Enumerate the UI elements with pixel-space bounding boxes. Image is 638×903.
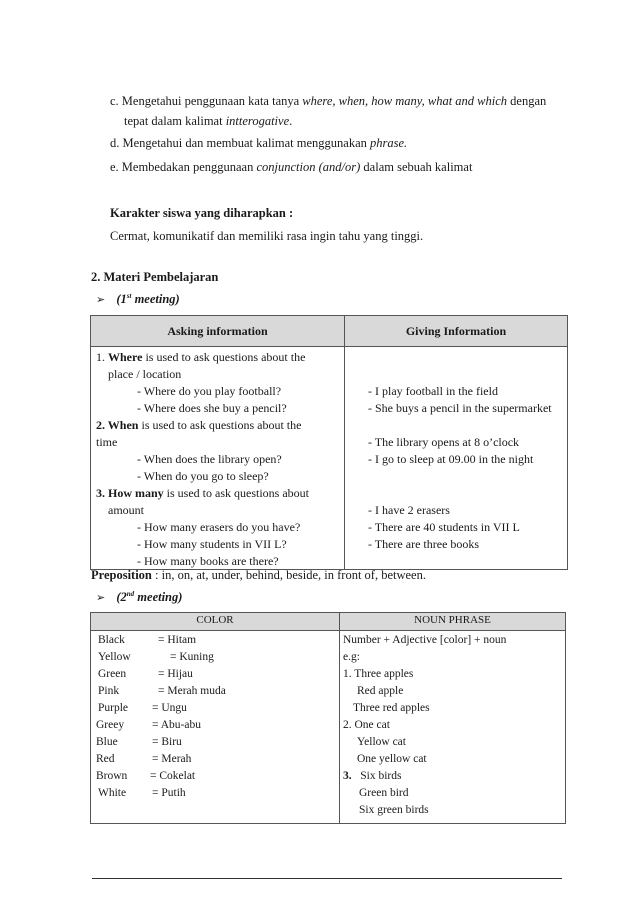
giving-where-1: - I play football in the field [368, 384, 498, 398]
meeting2-close: meeting) [134, 590, 183, 605]
karakter-heading [110, 206, 293, 221]
color-english: Blue [96, 736, 118, 748]
karakter-text: Cermat, komunikatif dan memiliki rasa ingin tahu yang tinggi. [110, 229, 424, 243]
howmany-desc: is used to ask questions about [163, 486, 309, 500]
objective-e-italic: conjunction (and/or) [256, 160, 361, 174]
asking-howmany-line [96, 486, 309, 501]
objective-d [110, 136, 407, 151]
objective-d-italic: phrase. [370, 136, 408, 150]
phrase-ex3-num: 3. [343, 770, 352, 782]
preposition-text: : in, on, at, under, behind, beside, in front of, between. [151, 568, 426, 582]
objective-c-line2-suffix: . [289, 114, 293, 128]
objective-c-italic: where, when, how many, what and which [302, 94, 508, 108]
color-indonesian: = Putih [152, 787, 186, 799]
when-desc: is used to ask questions about the [138, 418, 302, 432]
color-english: Greey [96, 719, 125, 731]
color-english: Brown [96, 770, 128, 782]
phrase-ex3-b: Six green birds [359, 804, 429, 816]
meeting2-sup: nd [126, 590, 135, 598]
materi-heading [91, 270, 218, 285]
color-english: Green [98, 668, 127, 680]
arrow-bullet-icon: ➢ [96, 591, 106, 605]
giving-where-2: - She buys a pencil in the supermarket [368, 401, 552, 415]
objective-c-suffix: dengan [507, 94, 547, 108]
color-indonesian: = Hitam [158, 634, 197, 646]
meeting2-label [96, 590, 182, 605]
asking-when-line [96, 418, 301, 433]
phrase-ex3-a: Green bird [359, 787, 409, 799]
where-keyword: Where [108, 350, 143, 364]
color-indonesian: = Hijau [158, 668, 193, 680]
color-english: White [98, 787, 127, 799]
color-header: COLOR [91, 613, 340, 631]
noun-phrase-header: NOUN PHRASE [340, 613, 566, 631]
phrase-formula: Number + Adjective [color] + noun [343, 634, 507, 646]
color-english: Black [98, 634, 125, 646]
objective-e [110, 160, 472, 175]
phrase-ex1-b: Three red apples [353, 702, 430, 714]
giving-cell [345, 347, 568, 570]
objective-c-line2-text: tepat dalam kalimat [124, 114, 226, 128]
howmany-example-1: - How many erasers do you have? [137, 520, 301, 534]
where-example-2: - Where does she buy a pencil? [137, 401, 287, 415]
color-indonesian: = Abu-abu [152, 719, 201, 731]
giving-howmany-1: - I have 2 erasers [368, 503, 450, 517]
phrase-ex3-text: Six birds [351, 770, 402, 782]
num-1: 1. [96, 350, 108, 364]
howmany-keyword: 3. How many [96, 486, 164, 500]
asking-giving-table [90, 315, 568, 570]
objective-c-text: c. Mengetahui penggunaan kata tanya [110, 94, 303, 108]
objective-e-suffix: dalam sebuah kalimat [360, 160, 473, 174]
meeting1-open: (1 [116, 292, 127, 307]
color-indonesian: = Ungu [152, 702, 187, 714]
footer-rule [92, 878, 562, 879]
objective-c-line1 [110, 94, 546, 109]
giving-howmany-2: - There are 40 students in VII L [368, 520, 520, 534]
where-desc: is used to ask questions about the [142, 350, 306, 364]
color-list [92, 632, 338, 822]
objective-d-text: d. Mengetahui dan membuat kalimat menggunakan [110, 136, 370, 150]
color-noun-phrase-table [90, 612, 566, 824]
color-english: Yellow [98, 651, 131, 663]
color-indonesian: = Merah [152, 753, 192, 765]
asking-where-line [96, 350, 305, 365]
asking-cell [91, 347, 345, 570]
color-indonesian: = Cokelat [150, 770, 196, 782]
num-2: 2. [96, 418, 108, 432]
color-english: Pink [98, 685, 120, 697]
howmany-example-2: - How many students in VII L? [137, 537, 287, 551]
phrase-eg: e.g: [343, 651, 360, 663]
phrase-ex2-a: Yellow cat [357, 736, 406, 748]
objective-c-line2 [124, 114, 292, 129]
giving-howmany-3: - There are three books [368, 537, 480, 551]
preposition-line [91, 568, 426, 583]
when-desc-2: time [96, 435, 118, 449]
arrow-bullet-icon: ➢ [96, 293, 106, 307]
phrase-ex2-b: One yellow cat [357, 753, 427, 765]
preposition-label: Preposition [91, 568, 152, 582]
howmany-example-3: - How many books are there? [137, 554, 279, 568]
when-example-1: - When does the library open? [137, 452, 282, 466]
meeting1-label [96, 292, 180, 307]
when-example-2: - When do you go to sleep? [137, 469, 269, 483]
meeting2-open: (2 [116, 590, 127, 605]
giving-when-2: - I go to sleep at 09.00 in the night [368, 452, 534, 466]
objective-e-text: e. Membedakan penggunaan [110, 160, 257, 174]
howmany-desc-2: amount [108, 503, 144, 517]
asking-header: Asking information [91, 316, 345, 347]
meeting1-close: meeting) [131, 292, 180, 307]
noun-phrase-cell [340, 631, 566, 824]
where-example-1: - Where do you play football? [137, 384, 282, 398]
when-keyword: When [107, 418, 139, 432]
materi-heading-text: 2. Materi Pembelajaran [91, 270, 219, 284]
color-cell [91, 631, 340, 824]
color-english: Red [96, 753, 115, 765]
color-indonesian: = Kuning [170, 651, 214, 663]
giving-when-1: - The library opens at 8 o’clock [368, 435, 520, 449]
color-indonesian: = Merah muda [158, 685, 226, 697]
objective-c-line2-italic: intterogative [225, 114, 290, 128]
giving-header: Giving Information [345, 316, 568, 347]
phrase-ex2: 2. One cat [343, 719, 390, 731]
phrase-ex1: 1. Three apples [343, 668, 414, 680]
meeting1-sup: st [126, 292, 132, 300]
color-english: Purple [98, 702, 129, 714]
phrase-ex1-a: Red apple [357, 685, 404, 697]
karakter-heading-text: Karakter siswa yang diharapkan : [110, 206, 294, 220]
where-desc-2: place / location [108, 367, 182, 381]
phrase-ex3 [343, 770, 401, 782]
color-indonesian: = Biru [152, 736, 182, 748]
